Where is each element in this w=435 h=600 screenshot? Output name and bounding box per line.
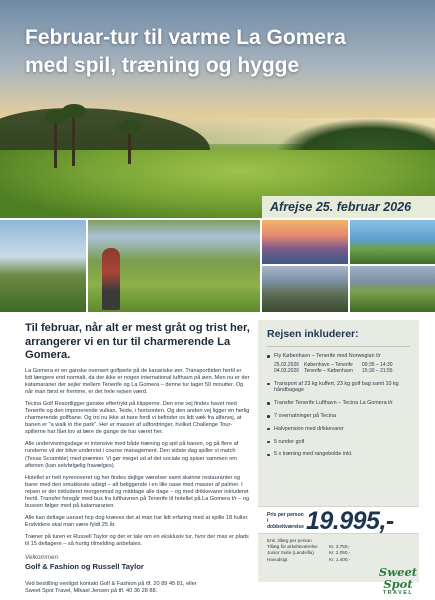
article-paragraph: Træner på turen er Russell Taylor og der er tale om en eksklusiv tur, hvor der max er plads til 15 deltagere – så hurtig tilmelding anbefales.: [25, 534, 249, 548]
extras-value: Kr. 2.750,-: [329, 544, 351, 550]
extras-label: Tillæg for ørkelteværelse: [267, 544, 318, 550]
list-item: Transfer Tenerife Lufthavn – Tecina La Gomera t/r: [267, 400, 411, 407]
page-title: [25, 24, 425, 80]
photo-golf-course-view: [350, 266, 435, 312]
flight-table: [274, 360, 411, 375]
title-line-1: Februar-tur til varme La Gomera: [25, 26, 346, 49]
extras-value: Kr. 2.050,-: [329, 550, 351, 556]
extras-label: Havudsigt: [267, 556, 288, 562]
included-title: Rejsen inkluderer:: [267, 328, 359, 340]
list-item: 5 runder golf: [267, 439, 411, 446]
flight-time: 09:35 – 14:30: [362, 361, 393, 368]
list-item: Halvpension med drikkevarer: [267, 426, 411, 433]
departure-banner: Afrejse 25. februar 2026: [262, 196, 435, 218]
list-item: Transport af 23 kg kuffert, 23 kg golf bag samt 10 kg håndbagage: [267, 381, 411, 395]
extras-value: Kr. 1.400,-: [329, 556, 351, 562]
price-bar: [258, 506, 419, 534]
flight-intro: Fly København – Tenerife med Norwegian t/r: [274, 353, 381, 359]
article-paragraph: Alle undervisningsdage er intensive med både træning og spil på banen, og på flere af runderne vil der blive undervist i course management. Den sidste dag spiller vi match (Texas Scramble) med præmier. Vi gør meget ud af det sociale og spiser sammen om aftenen (kan selvfølgelig fravælges).: [25, 441, 239, 469]
flight-route: Tenerife – København: [304, 368, 353, 375]
extras-row: [267, 557, 367, 563]
palm-tree-icon: [54, 118, 57, 168]
article-paragraph: La Gomera er en ganske oversert golfperle på de kanariske øer. Transporttiden hertil er lidt længere end normalt, da der ikke er nogen international lufthavn på øen. Men nu er der katamaraner der sejler mellem Tenerife og La Gomera – denne tur tager 50 minutter. Og når man først er fremme, er det hele rejsen værd.: [25, 367, 250, 395]
contact-line-1: Ved bestilling venligst kontakt Golf & Fashion på tlf. 20 89 45 81, eller: [25, 580, 197, 587]
extras-table: [267, 538, 367, 563]
palm-tree-icon: [72, 112, 75, 166]
hero-photo: [0, 0, 435, 218]
list-item: 5 x træning med rangebolde inkl.: [267, 451, 411, 458]
photo-mountain-valley: [262, 266, 348, 312]
included-list: [258, 347, 419, 458]
title-line-2: med spil, træning og hygge: [25, 54, 300, 77]
extras-label: Enk. tillæg per person: [267, 538, 312, 543]
extras-label: Junior Suite (Landvilla): [267, 550, 314, 556]
flight-date: 25.02.2026: [274, 361, 300, 368]
welcome-text: Velkommen: [25, 553, 59, 561]
sweet-spot-logo: [370, 566, 426, 596]
golfer-figure: [102, 248, 120, 310]
logo-subtitle: TRAVEL: [382, 590, 414, 596]
contact-info: [25, 581, 250, 595]
flight-time: 15:30 – 21:55: [362, 368, 393, 375]
article-paragraph: Alle kan deltage uanset hcp dog kræves det at man har lidt erfaring med at spille 18 huller. Endvidere skal man være fyldt 25 år.: [25, 515, 249, 529]
palm-tree-icon: [128, 128, 131, 164]
article-paragraph: Tecina Golf Resortligger ganske eftertrykt på klipperne. Den ene vej findes havet med Tenerife og den imponerende vulkan, Teide, i horisonten. Og den anden vej ligger en herlig charmerende golfbane. Og tro nu ikke at bare fordi vi befinder os lidt væk fra alfarvej, at banen er "a walk in the park". Her er masser af udfordringer, hvilket Challenge Tour-spillerne har fået lov at lære de gange de har været her.: [25, 400, 250, 436]
contact-line-2: Sweet Spot Travel, Mikael Jensen på tlf. 40 36 28 88.: [25, 587, 158, 594]
price-value: 19.995,-: [306, 507, 394, 535]
price-label: Pris per person i dobbeltværelse: [267, 512, 304, 530]
flight-route: København – Tenerife: [304, 361, 353, 368]
signoff: Golf & Fashion og Russell Taylor: [25, 561, 144, 571]
photo-golfer-on-course: [88, 220, 260, 312]
logo-brand: Sweet Spot: [378, 565, 418, 591]
list-item: 7 overnatninger på Tecina: [267, 413, 411, 420]
article: [25, 322, 250, 595]
photo-ocean-green: [350, 220, 435, 264]
list-item: [267, 353, 411, 375]
included-box: [258, 320, 419, 582]
flight-date: 04.03.2026: [274, 368, 300, 375]
article-paragraph: Hotellet er helt nyrenoveret og her findes dejlige værelser samt skønne restauranter og barer med den smukkeste udsigt – alt beliggende i en lille oase med masser af palmer. I rejsen er der inkluderet morgenmad og middage alle dage – og med drikkevarer inkluderet hertil. Transfer foregår med bus fra lufthavnen på Tenerife til hotellet på La Gomera t/r – og bussen følger med på katamaranen.: [25, 474, 250, 510]
article-lead: Til februar, når alt er mest gråt og trist her, arrangerer vi en tur til charmerende La Gomera.: [25, 322, 250, 361]
photo-resort-palms: [0, 220, 86, 312]
photo-sunset-coast: [262, 220, 348, 264]
